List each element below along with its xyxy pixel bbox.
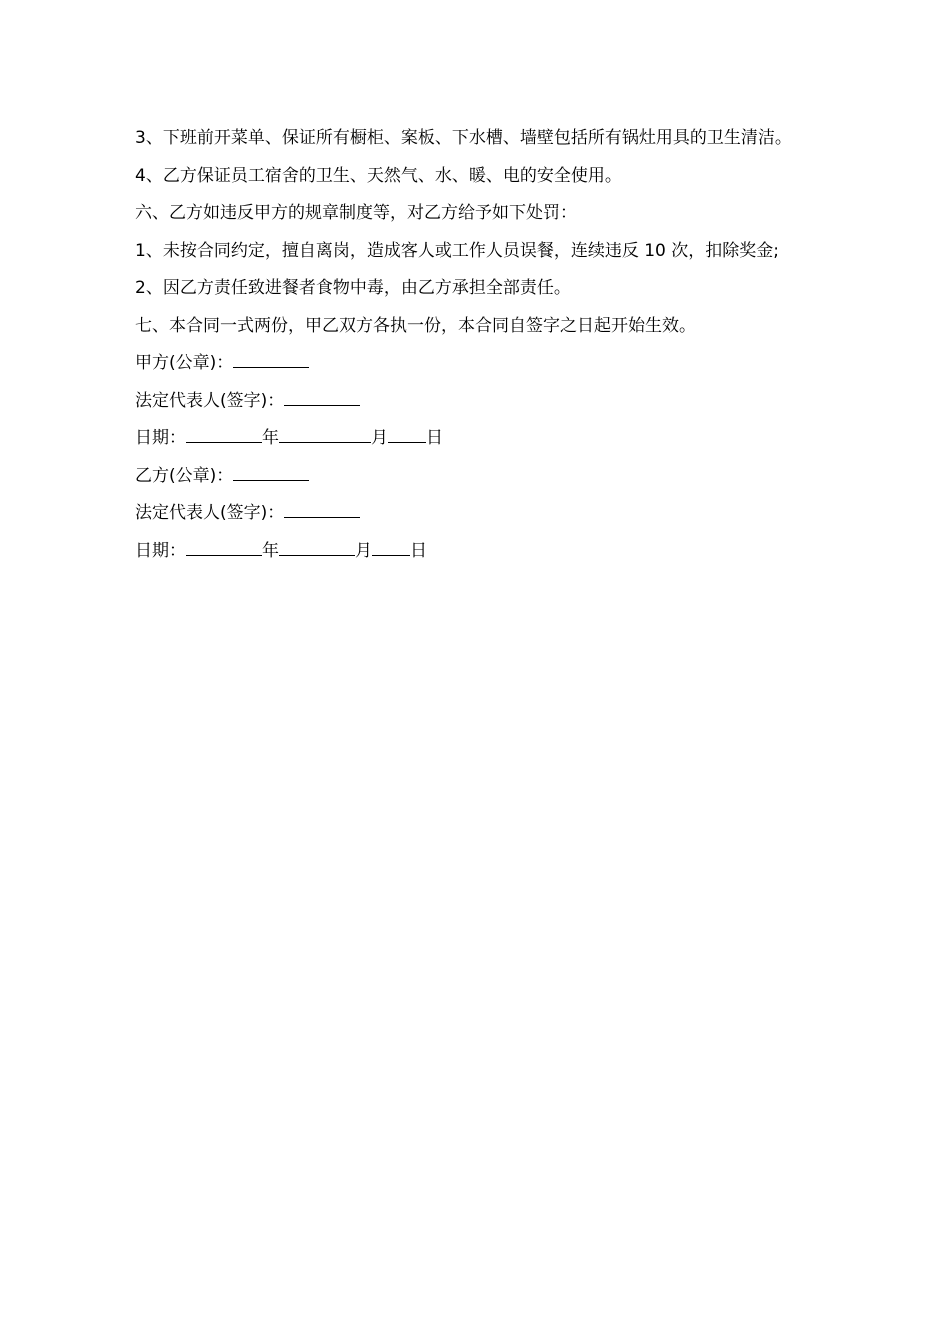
party-b-seal-line [116,458,840,496]
party-b-seal-blank[interactable] [233,466,309,481]
party-b-year-label: 年 [262,540,279,561]
party-a-seal-line [116,345,840,383]
party-b-day-label: 日 [410,540,427,561]
party-b-year-blank[interactable] [186,541,262,556]
paragraph-cleaning: 3、下班前开菜单、保证所有橱柜、案板、下水槽、墙壁包括所有锅灶用具的卫生清洁。 [135,128,792,148]
party-a-month-label: 月 [371,428,388,448]
party-b-month-blank[interactable] [279,541,355,556]
paragraph-dormitory: 4、乙方保证员工宿舍的卫生、天然气、水、暖、电的安全使用。 [135,165,622,186]
party-a-seal-blank[interactable] [233,353,309,368]
party-b-date-label: 日期： [135,540,186,561]
party-a-date-line [116,420,840,458]
paragraph-penalty-heading: 六、乙方如违反甲方的规章制度等，对乙方给予如下处罚： [135,203,577,223]
party-a-rep-blank[interactable] [284,391,360,406]
party-b-day-blank[interactable] [372,541,410,556]
party-b-month-label: 月 [355,540,372,561]
paragraph-contract-copies: 七、本合同一式两份，甲乙双方各执一份，本合同自签字之日起开始生效。 [135,315,696,336]
party-a-seal-label: 甲方(公章)： [135,353,234,373]
party-a-day-blank[interactable] [388,428,426,443]
party-b-rep-line [116,495,840,533]
document-body [116,120,840,570]
party-b-seal-label: 乙方(公章)： [135,465,234,486]
party-a-year-blank[interactable] [186,428,262,443]
party-b-rep-label: 法定代表人(签字)： [135,503,285,523]
party-a-month-blank[interactable] [279,428,371,443]
party-a-day-label: 日 [426,428,443,448]
paragraph-penalty-2: 2、因乙方责任致进餐者食物中毒，由乙方承担全部责任。 [135,278,571,298]
party-b-rep-blank[interactable] [284,503,360,518]
party-a-rep-label: 法定代表人(签字)： [135,390,285,411]
party-a-rep-line [116,383,840,421]
paragraph-penalty-1: 1、未按合同约定，擅自离岗，造成客人或工作人员误餐，连续违反 10 次，扣除奖金; [135,240,779,261]
party-b-date-line [116,533,840,571]
party-a-year-label: 年 [262,428,279,448]
party-a-date-label: 日期： [135,428,186,448]
